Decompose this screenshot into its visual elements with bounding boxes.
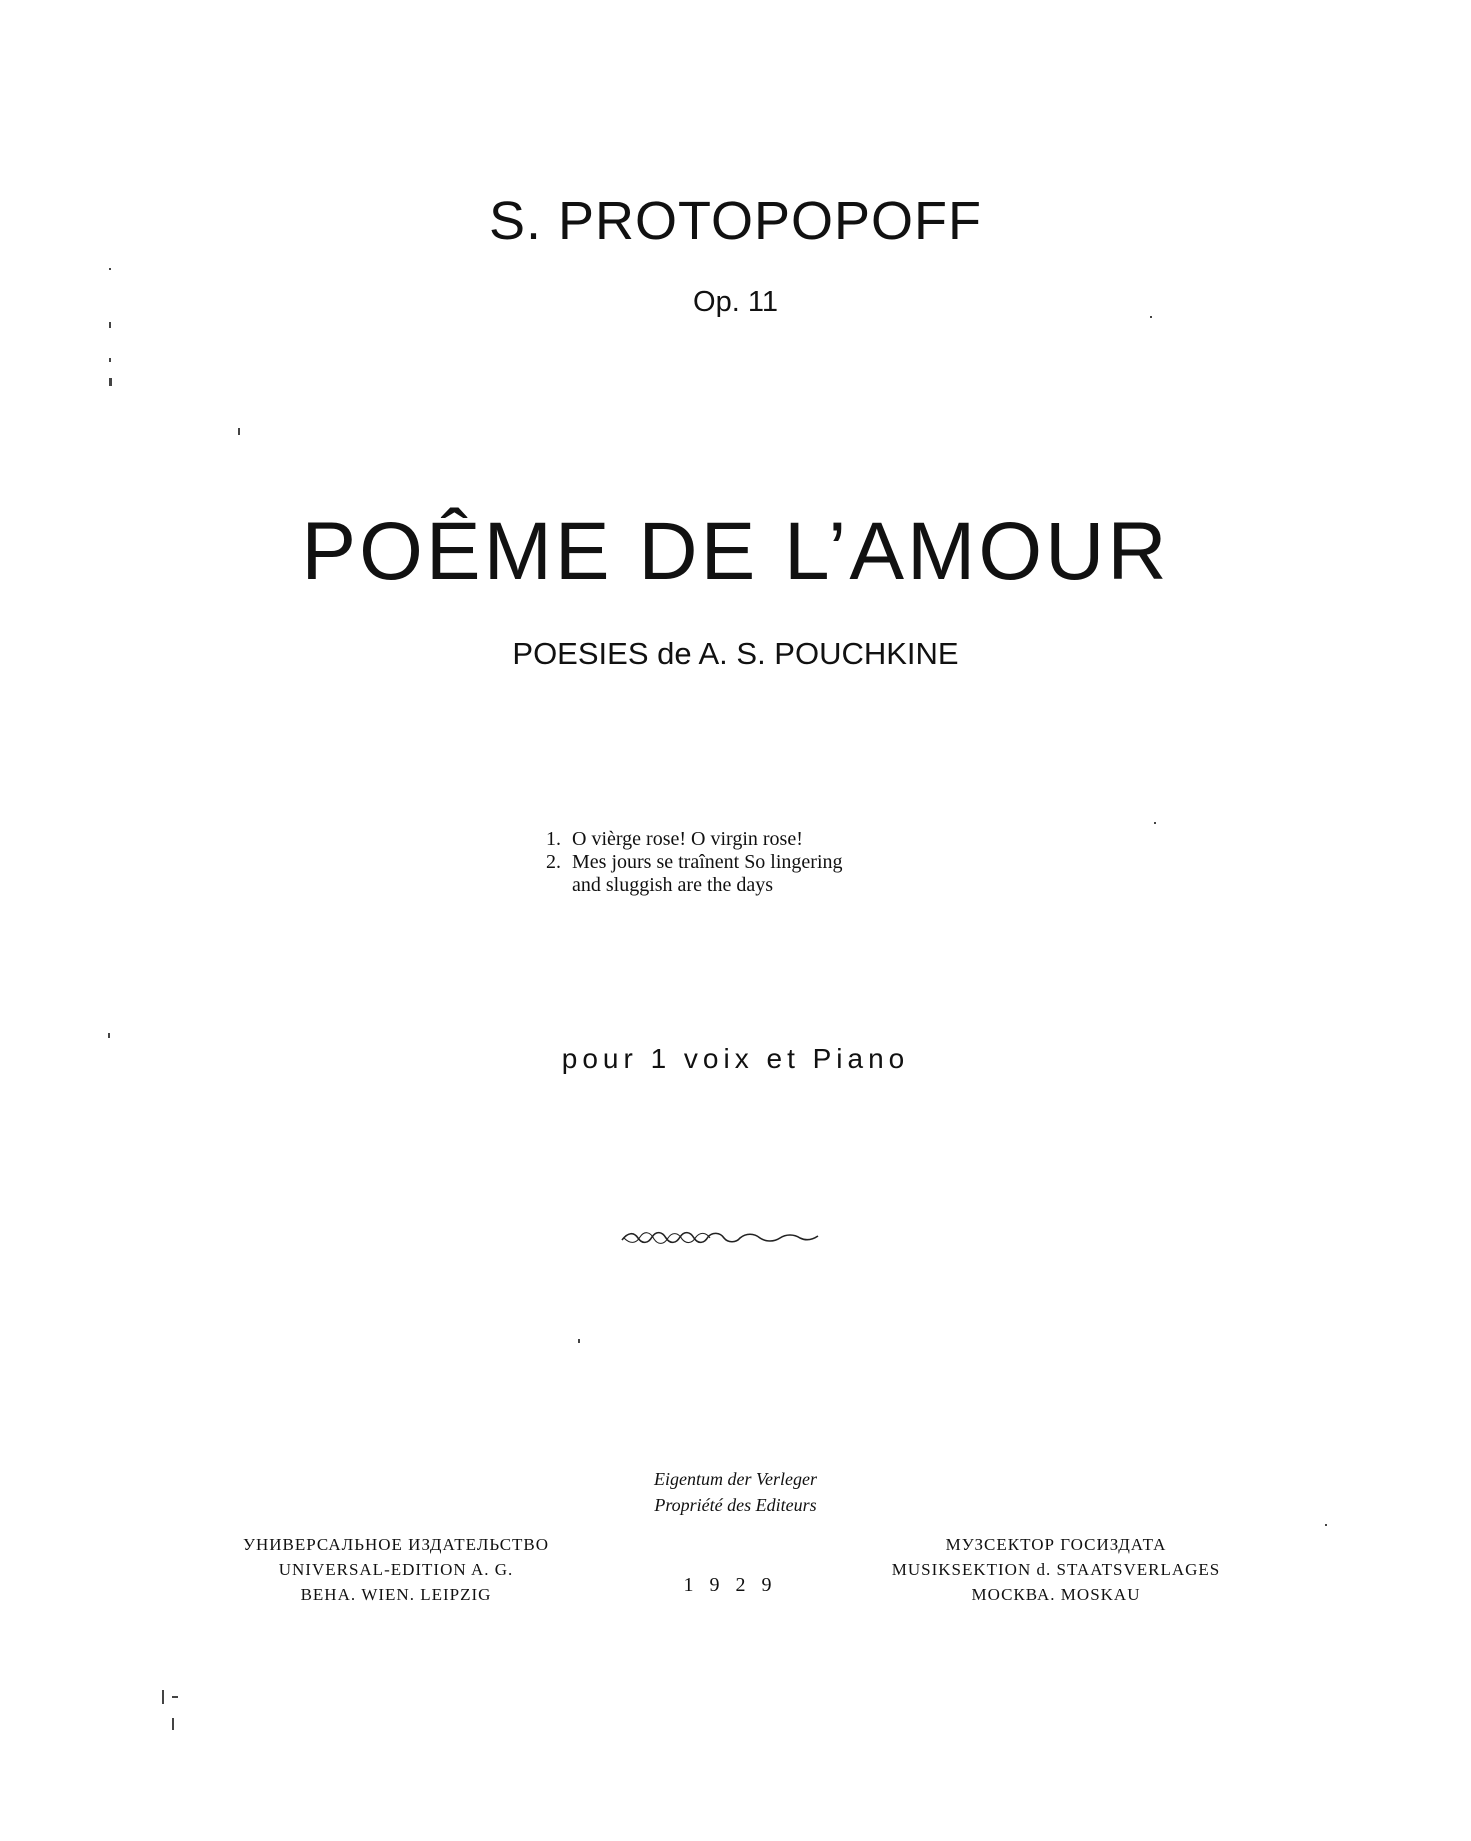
- work-title: POÊME DE L’AMOUR: [301, 506, 1170, 597]
- scan-speck: [172, 1696, 178, 1698]
- scan-speck: [238, 428, 240, 435]
- scoring: pour 1 voix et Piano: [561, 1043, 910, 1074]
- opus-number: Op. 11: [693, 286, 778, 318]
- property-notice-german: Eigentum der Verleger: [654, 1469, 817, 1489]
- scan-speck: [108, 1033, 110, 1038]
- song-item: [546, 851, 966, 874]
- scan-speck: [578, 1339, 580, 1343]
- scan-speck: [1150, 316, 1152, 318]
- property-notice-french: Propriété des Editeurs: [654, 1495, 817, 1515]
- song-title: O vièrge rose! O virgin rose!: [572, 828, 803, 850]
- song-title: Mes jours se traînent So lingering: [572, 851, 843, 873]
- scan-speck: [109, 358, 111, 362]
- scan-speck: [109, 268, 111, 270]
- property-notice: [0, 1466, 1471, 1518]
- publisher-line: ВЕНА. WIEN. LEIPZIG: [300, 1585, 492, 1604]
- song-number: 2.: [546, 851, 561, 873]
- publisher-line: UNIVERSAL-EDITION A. G.: [278, 1560, 514, 1579]
- song-number: 1.: [546, 828, 561, 850]
- song-list: [546, 828, 966, 897]
- scan-speck: [109, 322, 111, 328]
- scan-speck: [1154, 822, 1156, 824]
- poetry-credit: POESIES de A. S. POUCHKINE: [512, 636, 959, 671]
- scan-speck: [172, 1718, 174, 1730]
- scan-speck: [109, 378, 112, 386]
- publisher-muzsektor: [886, 1532, 1226, 1607]
- song-title-continuation: and sluggish are the days: [572, 874, 774, 896]
- publisher-line: УНИВЕРСАЛЬНОЕ ИЗДАТЕЛЬСТВО: [242, 1535, 550, 1554]
- publisher-line: MUSIKSEKTION d. STAATSVERLAGES: [891, 1560, 1221, 1579]
- publisher-line: МОСКВА. MOSKAU: [971, 1585, 1141, 1604]
- composer-name: S. PROTOPOPOFF: [488, 191, 983, 251]
- publisher-line: МУЗСЕКТОР ГОСИЗДАТА: [945, 1535, 1167, 1554]
- scan-speck: [1325, 1524, 1327, 1526]
- publication-year: 1929: [683, 1574, 788, 1596]
- ornament-divider: [620, 1228, 820, 1248]
- scan-speck: [162, 1690, 164, 1704]
- song-item: [546, 828, 966, 851]
